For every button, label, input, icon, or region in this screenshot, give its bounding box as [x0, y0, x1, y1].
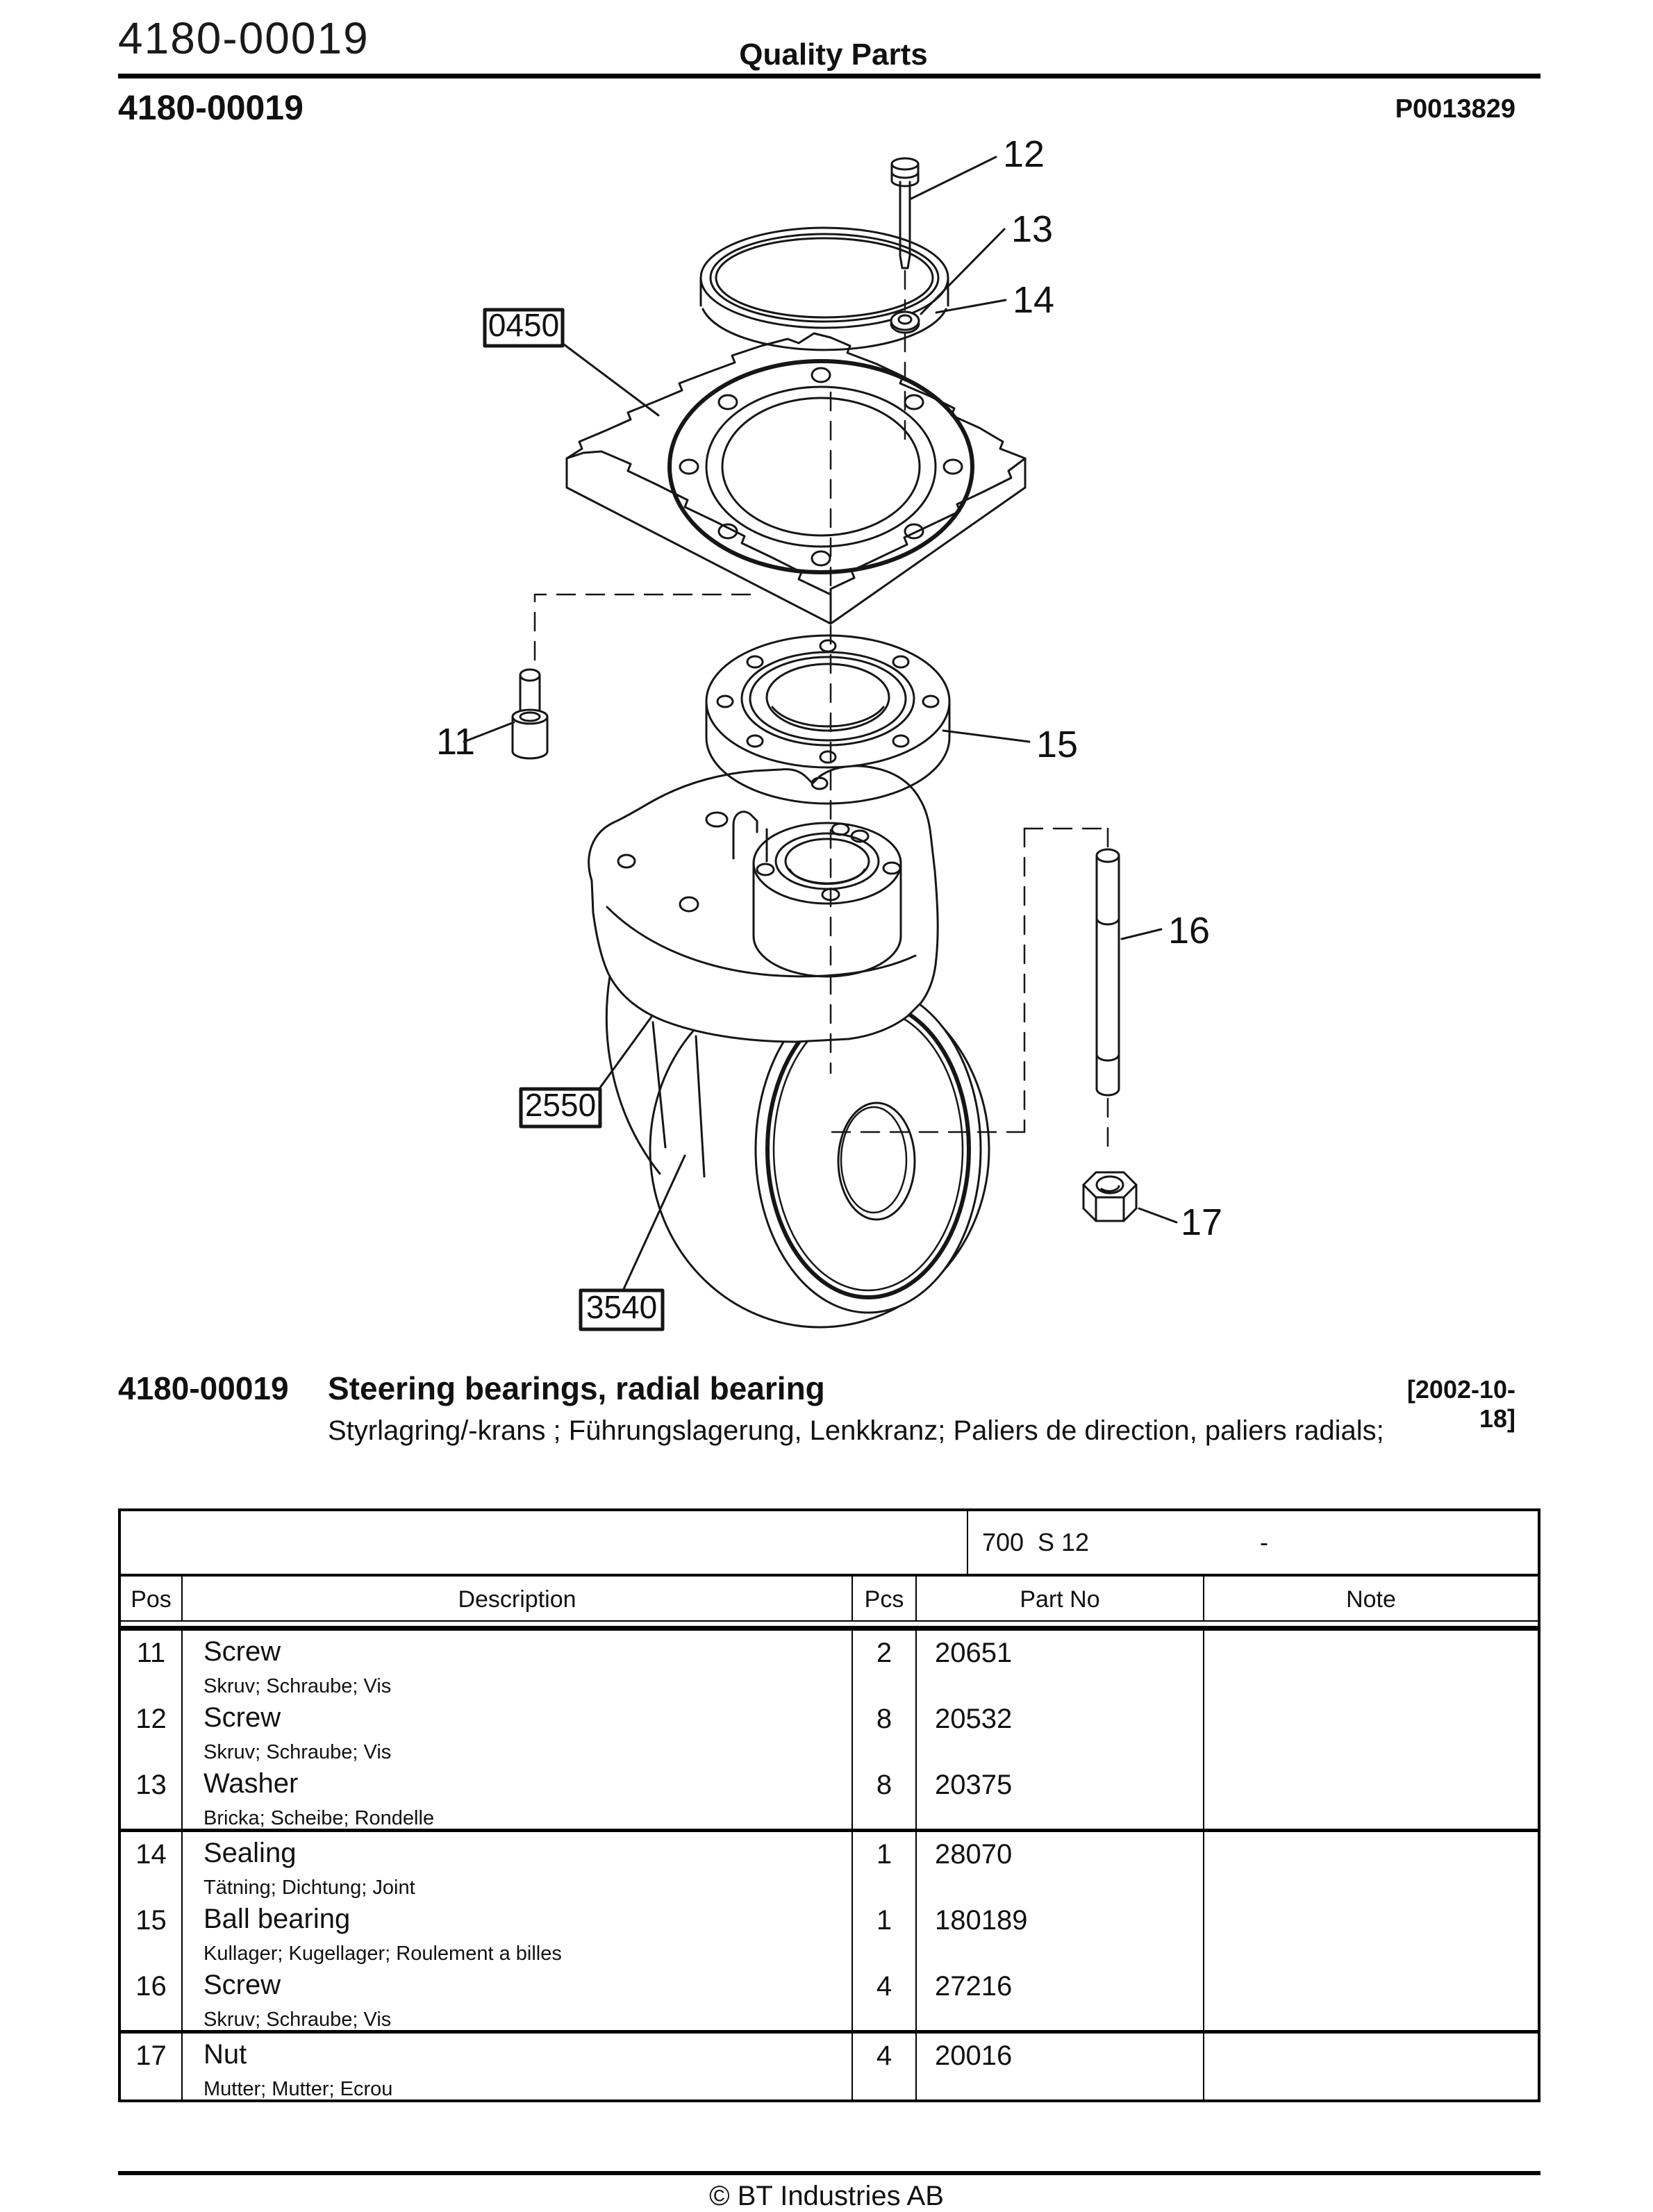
cell-pcs: 8 [853, 1763, 917, 1829]
label-11: 11 [436, 721, 476, 763]
cell-note [1204, 1697, 1538, 1763]
callout-0450-label: 0450 [488, 307, 560, 343]
cell-description: Sealing Tätning; Dichtung; Joint [183, 1832, 853, 1898]
exploded-diagram [0, 111, 1653, 1368]
cell-partno: 28070 [917, 1832, 1204, 1898]
cell-description: Nut Mutter; Mutter; Ecrou [183, 2034, 853, 2099]
table-row [121, 1832, 1538, 1898]
header-double-rule [121, 1620, 1538, 1631]
washer-part [891, 312, 919, 333]
cell-description: Ball bearing Kullager; Kugellager; Roulement a billes [183, 1898, 853, 1964]
model-row-divider [967, 1511, 968, 1574]
base-plate-part [567, 333, 1025, 624]
cell-partno: 20532 [917, 1697, 1204, 1763]
cell-pos: 12 [121, 1697, 183, 1763]
table-row [121, 1964, 1538, 2034]
figure-reference: P0013829 [1395, 94, 1515, 124]
cell-pcs: 1 [853, 1898, 917, 1964]
stud-part [513, 670, 547, 758]
series-value: S 12 [1038, 1528, 1090, 1556]
section-subtitle: Styrlagring/-krans ; Führungslagerung, Lenkkranz; Paliers de direction, paliers radials; [328, 1415, 1384, 1446]
cell-description: Screw Skruv; Schraube; Vis [183, 1631, 853, 1697]
table-row [121, 1631, 1538, 1697]
callout-2550 [521, 1017, 651, 1126]
label-17: 17 [1181, 1201, 1223, 1243]
label-14: 14 [1013, 279, 1055, 321]
col-header-note: Note [1346, 1586, 1396, 1613]
cell-pos: 11 [121, 1631, 183, 1697]
cell-pos: 13 [121, 1763, 183, 1829]
table-row [121, 1898, 1538, 1964]
table-row [121, 1697, 1538, 1763]
cell-pcs: 2 [853, 1631, 917, 1697]
callout-3540-label: 3540 [585, 1289, 658, 1325]
column-header-row [121, 1577, 1538, 1620]
parts-table [118, 1508, 1540, 2102]
col-header-description: Description [183, 1577, 853, 1620]
parts-table-body [121, 1631, 1538, 2099]
note-dash: - [1260, 1528, 1268, 1556]
cell-pos: 16 [121, 1964, 183, 2030]
cell-pcs: 8 [853, 1697, 917, 1763]
section-date: [2002-10-18] [1406, 1375, 1515, 1433]
doc-number-bold: 4180-00019 [118, 88, 304, 127]
cell-note [1204, 1763, 1538, 1829]
col-header-pos: Pos [121, 1577, 183, 1620]
table-row [121, 2034, 1538, 2099]
cell-note [1204, 1631, 1538, 1697]
cell-partno: 180189 [917, 1898, 1204, 1964]
cell-partno: 20651 [917, 1631, 1204, 1697]
label-16: 16 [1168, 910, 1211, 951]
cell-pcs: 1 [853, 1832, 917, 1898]
model-value: 700 [982, 1528, 1024, 1556]
label-15: 15 [1036, 724, 1079, 765]
cell-description: Screw Skruv; Schraube; Vis [183, 1697, 853, 1763]
cell-partno: 20016 [917, 2034, 1204, 2099]
cell-pcs: 4 [853, 2034, 917, 2099]
cell-partno: 27216 [917, 1964, 1204, 2030]
footer-rule [118, 2171, 1540, 2175]
cell-partno: 20375 [917, 1763, 1204, 1829]
label-13: 13 [1011, 208, 1054, 250]
col-header-partno: Part No [917, 1577, 1204, 1620]
cell-description: Washer Bricka; Scheibe; Rondelle [183, 1763, 853, 1829]
section-doc-number: 4180-00019 [118, 1370, 289, 1406]
cell-note [1204, 1832, 1538, 1898]
cell-note [1204, 2034, 1538, 2099]
cell-note [1204, 1898, 1538, 1964]
cell-description: Screw Skruv; Schraube; Vis [183, 1964, 853, 2030]
table-row [121, 1763, 1538, 1832]
callout-0450 [485, 307, 658, 415]
screw-16-part [1097, 849, 1119, 1095]
callout-2550-label: 2550 [524, 1087, 597, 1123]
cell-pcs: 4 [853, 1964, 917, 2030]
cell-pos: 15 [121, 1898, 183, 1964]
cell-note [1204, 1964, 1538, 2030]
cell-pos: 14 [121, 1832, 183, 1898]
label-12: 12 [1003, 133, 1045, 175]
section-title: Steering bearings, radial bearing [328, 1370, 825, 1406]
header-rule [118, 74, 1540, 78]
col-header-pcs: Pcs [853, 1577, 917, 1620]
nut-part [1083, 1172, 1136, 1221]
cell-pos: 17 [121, 2034, 183, 2099]
doc-number-header: 4180-00019 [118, 13, 369, 63]
footer-copyright: © BT Industries AB [709, 2181, 944, 2211]
model-header-row [121, 1511, 1538, 1577]
quality-parts-title: Quality Parts [739, 38, 928, 72]
